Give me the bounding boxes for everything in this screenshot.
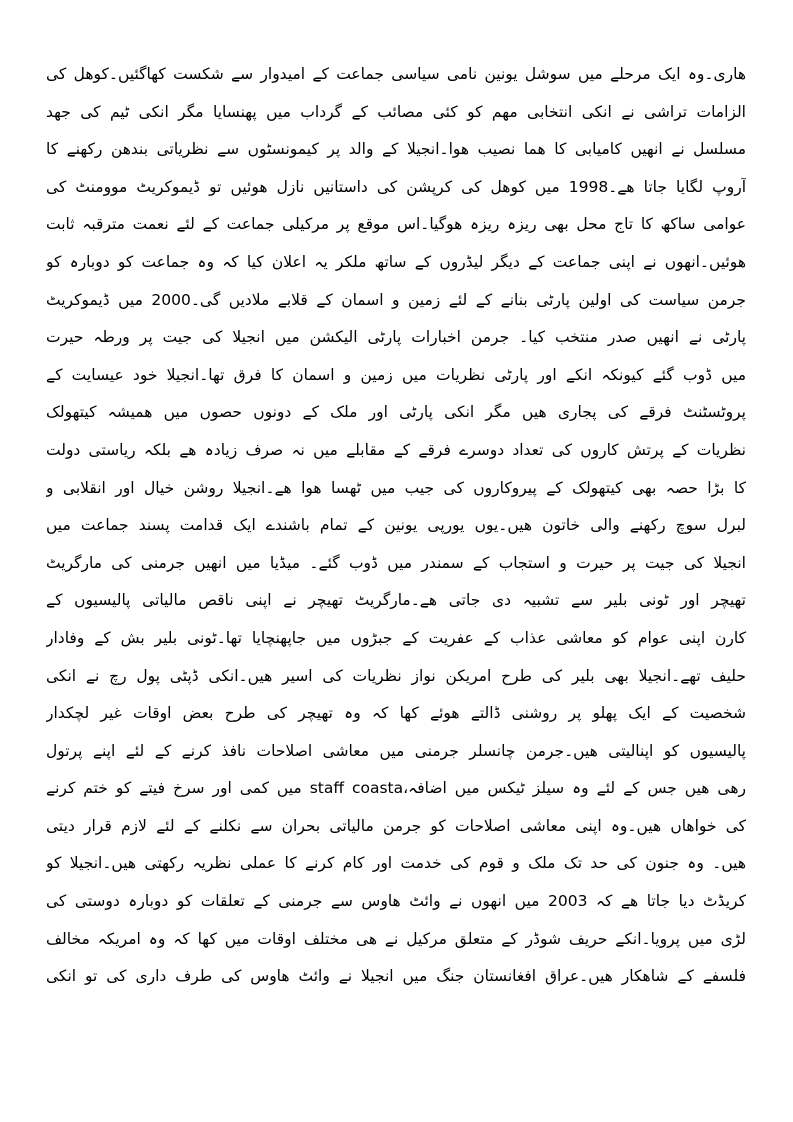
text-line: جرمن سیاست کی اولین پارٹی بنانے کے لئے زمین و اسمان کے قلابے ملادیں گی۔2000 میں ڈیموکریٹ [46, 290, 746, 309]
text-line: لڑی میں پرویا۔انکے حریف شوڈر کے متعلق مرکیل نے ھی مختلف اوقات میں کھا کہ وہ امریکہ مخالف [46, 929, 746, 948]
text-line: میں ڈوب گئے کیونکہ انکے اور پارٹی نظریات میں زمین و اسمان کا فرق تھا۔انجیلا خود عیسایت کے [46, 365, 746, 384]
text-line: ھوئیں۔انھوں نے اپنی جماعت کے دیگر لیڈروں کے ساتھ ملکر یہ اعلان کیا کہ وہ جماعت کو دوبارہ کو [46, 252, 746, 271]
text-line: آروپ لگایا جاتا ھے۔1998 میں کوھل کی کرپشن کی داستانیں نازل ھوئیں تو ڈیموکریٹ موومنٹ کی [46, 177, 746, 196]
body-text [46, 56, 746, 996]
text-line: شخصیت کے ایک پھلو پر روشنی ڈالتے ھوئے کھا کہ وہ تھیچر کی طرح بعض اوقات غیر لچکدار [46, 704, 746, 723]
text-line: انجیلا کی جیت پر حیرت و استجاب کے سمندر میں ڈوب گئے۔ میڈیا میں انھیں جرمنی کی مارگریٹ [46, 553, 746, 572]
text-line: کریڈٹ دیا جاتا ھے کہ 2003 میں انھوں نے وائٹ ھاوس سے جرمنی کے تعلقات کو دوبارہ دوستی کی [46, 892, 746, 911]
text-line: حلیف تھے۔انجیلا بھی بلیر کی طرح امریکن نواز نظریات کی اسیر ھیں۔انکی ڈپٹی پول رچ نے انکی [46, 666, 746, 685]
text-line: الزامات تراشی نے انکی انتخابی مھم کو کئی مصائب کے گرداب میں پھنسایا مگر انکی ٹیم کی جھد [46, 102, 746, 121]
text-line: پروٹسٹنٹ فرقے کی پجاری ھیں مگر انکی پارٹی اور ملک کے دونوں حصوں میں ھمیشہ کیتھولک [46, 403, 746, 422]
text-line: رھی ھیں جس کے لئے وہ سیلز ٹیکس میں اضافہ،staff coasta میں کمی اور سرخ فیتے کو ختم کرنے [46, 779, 746, 798]
text-line: نظریات کے پرتش کاروں کی تعداد دوسرے فرقے کے مقابلے میں نہ صرف زیادہ ھے بلکہ ریاستی دولت [46, 440, 746, 459]
text-line: فلسفے کے شاھکار ھیں۔عراق افغانستان جنگ میں انجیلا نے وائٹ ھاوس کی طرف داری کی تو انکی [46, 967, 746, 986]
text-line: تھیچر اور ٹونی بلیر سے تشبیہ دی جاتی ھے۔مارگریٹ تھیچر نے اپنی ناقص مالیاتی پالیسیوں کے [46, 591, 746, 610]
text-line: ھیں۔ وہ جنون کی حد تک ملک و قوم کی خدمت اور کام کرنے کا عملی نظریہ رکھتی ھیں۔انجیلا کو [46, 854, 746, 873]
text-line: پارٹی نے انھیں صدر منتخب کیا۔ جرمن اخبارات پارٹی الیکشن میں انجیلا کی جیت پر ورطہ حیرت [46, 328, 746, 347]
text-line: عوامی ساکھ کا تاج محل بھی ریزہ ریزہ ھوگیا۔اس موقع پر مرکیلی جماعت کے لئے نعمت مترقبہ ثابت [46, 215, 746, 234]
text-line: لبرل سوچ رکھنے والی خاتون ھیں۔یوں یورپی یونین کے تمام باشندے ایک قدامت پسند جماعت میں [46, 516, 746, 535]
text-line: کا بڑا حصہ بھی کیتھولک کے پیروکاروں کی جیب میں ٹھسا ھوا ھے۔انجیلا روشن خیال اور انقلابی و [46, 478, 746, 497]
text-line: کارن اپنی عوام کو معاشی عذاب کے عفریت کے جبڑوں میں جاپھنچایا تھا۔ٹونی بلیر بش کے وفادار [46, 628, 746, 647]
text-line: کی خواھاں ھیں۔وہ اپنی معاشی اصلاحات کو جرمن مالیاتی بحران سے نکلنے کے لئے لازم قرار دیتی [46, 816, 746, 835]
text-line: مسلسل نے انھیں کامیابی کا ھما نصیب ھوا۔انجیلا کے والد پر کیمونسٹوں سے نظریاتی بندھن رکھنے کا [46, 140, 746, 159]
text-line: ھاری۔وہ ایک مرحلے میں سوشل یونین نامی سیاسی جماعت کے امیدوار سے شکست کھاگئیں۔کوھل کی [46, 65, 746, 83]
text-line: پالیسیوں کو اپنالیتی ھیں۔جرمن چانسلر جرمنی میں معاشی اصلاحات نافذ کرنے کے لئے اپنے پرتول [46, 741, 746, 760]
